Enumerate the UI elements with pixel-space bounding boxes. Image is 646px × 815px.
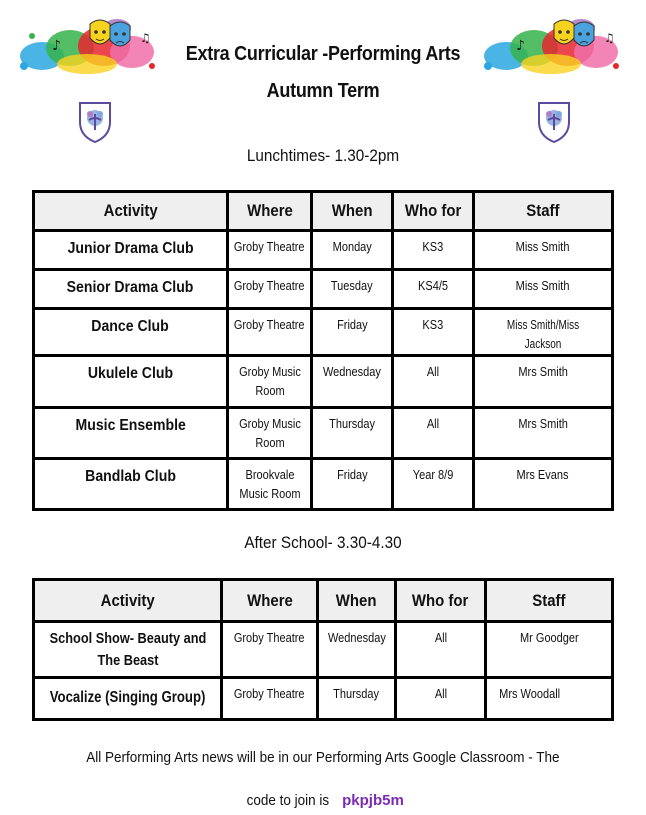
table-row — [34, 309, 613, 356]
where-cell: Groby Music Room — [228, 408, 312, 459]
svg-text:♪: ♪ — [516, 38, 525, 54]
column-header-when: When — [312, 192, 393, 231]
table-row — [34, 408, 613, 459]
when-cell: Wednesday — [318, 622, 396, 678]
column-header-staff: Staff — [486, 580, 613, 622]
school-crest-icon — [537, 100, 571, 144]
when-cell: Thursday — [312, 408, 393, 459]
lunchtime-table — [32, 190, 614, 511]
staff-cell: Mrs Smith — [474, 408, 613, 459]
activity-cell: School Show- Beauty and The Beast — [34, 622, 222, 678]
who-for-cell: All — [393, 408, 474, 459]
column-header-staff: Staff — [474, 192, 613, 231]
who-for-cell: KS3 — [393, 309, 474, 356]
column-header-where: Where — [228, 192, 312, 231]
footer-code-label: code to join is — [246, 792, 330, 809]
after-school-heading: After School- 3.30-4.30 — [244, 533, 402, 552]
page-title: Extra Curricular -Performing Arts — [185, 43, 461, 65]
when-cell: Tuesday — [312, 270, 393, 309]
who-for-cell: All — [393, 356, 474, 408]
when-cell: Wednesday — [312, 356, 393, 408]
activity-cell: Ukulele Club — [34, 356, 228, 408]
svg-text:♫: ♫ — [604, 31, 615, 45]
staff-cell: Miss Smith/Miss Jackson — [474, 309, 613, 356]
table-row — [34, 678, 613, 720]
column-header-who-for: Who for — [393, 192, 474, 231]
activity-cell: Music Ensemble — [34, 408, 228, 459]
staff-cell: Mrs Evans — [474, 459, 613, 510]
column-header-activity: Activity — [34, 192, 228, 231]
when-cell: Friday — [312, 309, 393, 356]
who-for-cell: All — [396, 678, 486, 720]
where-cell: Brookvale Music Room — [228, 459, 312, 510]
where-cell: Groby Theatre — [228, 309, 312, 356]
school-crest-icon — [78, 100, 112, 144]
table-header-row — [34, 580, 613, 622]
table-row — [34, 622, 613, 678]
who-for-cell: Year 8/9 — [393, 459, 474, 510]
who-for-cell: All — [396, 622, 486, 678]
where-cell: Groby Theatre — [228, 231, 312, 270]
who-for-cell: KS4/5 — [393, 270, 474, 309]
column-header-who-for: Who for — [396, 580, 486, 622]
activity-cell: Vocalize (Singing Group) — [34, 678, 222, 720]
svg-text:♫: ♫ — [140, 31, 151, 45]
when-cell: Thursday — [318, 678, 396, 720]
staff-cell: Miss Smith — [474, 270, 613, 309]
where-cell: Groby Music Room — [228, 356, 312, 408]
activity-cell: Dance Club — [34, 309, 228, 356]
activity-cell: Junior Drama Club — [34, 231, 228, 270]
who-for-cell: KS3 — [393, 231, 474, 270]
column-header-activity: Activity — [34, 580, 222, 622]
where-cell: Groby Theatre — [228, 270, 312, 309]
classroom-code: pkpjb5m — [342, 792, 404, 809]
where-cell: Groby Theatre — [222, 678, 318, 720]
table-row — [34, 270, 613, 309]
table-row — [34, 231, 613, 270]
column-header-where: Where — [222, 580, 318, 622]
where-cell: Groby Theatre — [222, 622, 318, 678]
page-subtitle: Autumn Term — [266, 80, 380, 102]
svg-text:♪: ♪ — [52, 38, 61, 54]
staff-cell: Miss Smith — [474, 231, 613, 270]
footer-code-line — [0, 792, 646, 809]
when-cell: Monday — [312, 231, 393, 270]
table-header-row — [34, 192, 613, 231]
staff-cell: Mrs Woodall — [486, 678, 613, 720]
staff-cell: Mr Goodger — [486, 622, 613, 678]
activity-cell: Bandlab Club — [34, 459, 228, 510]
activity-cell: Senior Drama Club — [34, 270, 228, 309]
footer-note: All Performing Arts news will be in our Performing Arts Google Classroom - The — [86, 749, 560, 766]
lunchtime-heading: Lunchtimes- 1.30-2pm — [246, 146, 400, 165]
when-cell: Friday — [312, 459, 393, 510]
staff-cell: Mrs Smith — [474, 356, 613, 408]
table-row — [34, 356, 613, 408]
table-row — [34, 459, 613, 510]
column-header-when: When — [318, 580, 396, 622]
after-school-table — [32, 578, 614, 721]
